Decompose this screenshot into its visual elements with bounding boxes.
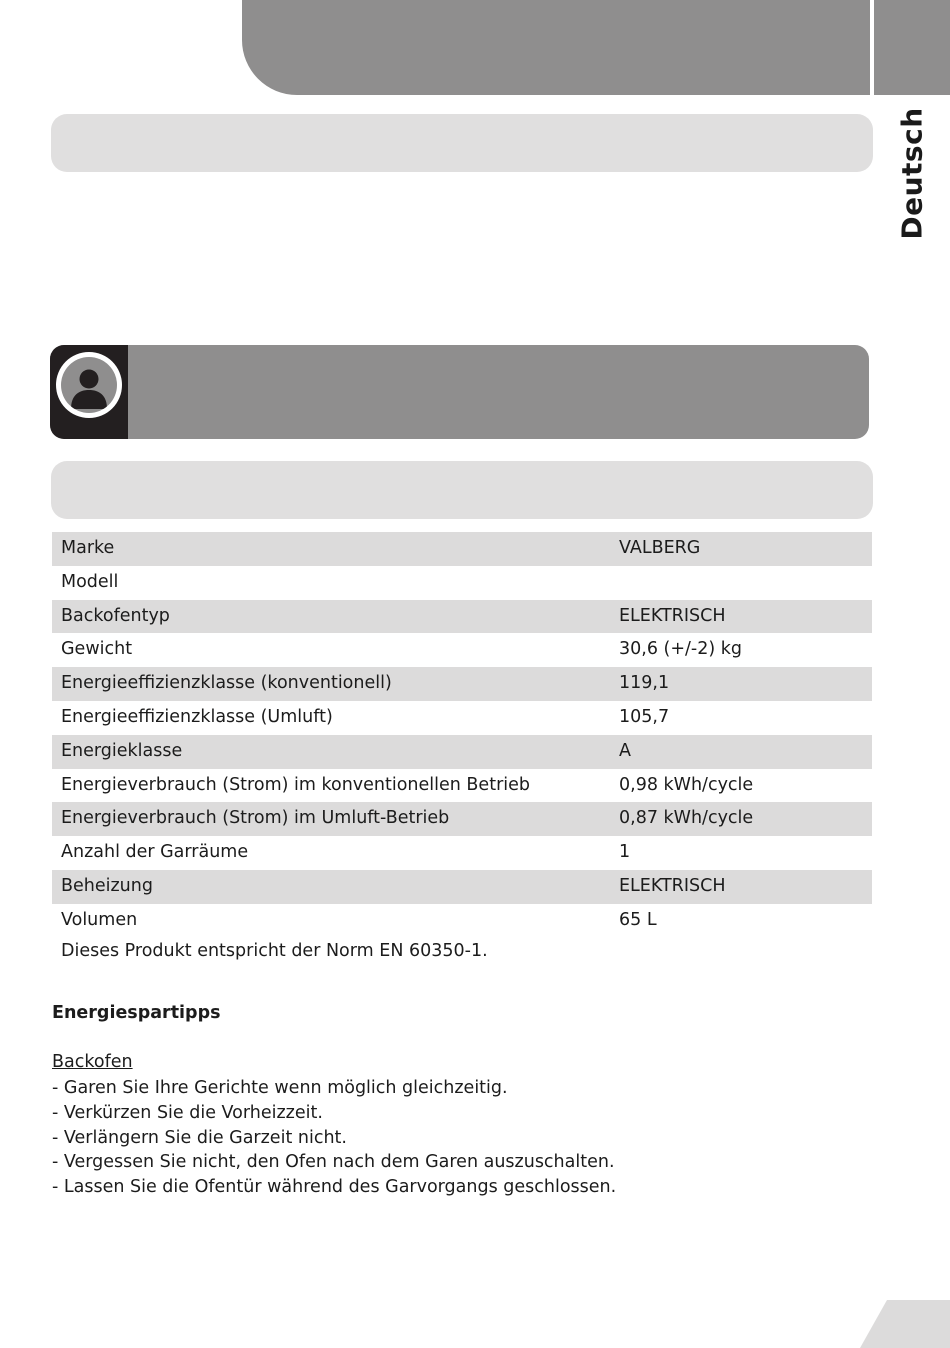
tip-item: - Lassen Sie die Ofentür während des Garvorgangs geschlossen.	[52, 1177, 617, 1198]
tip-item: - Verkürzen Sie die Vorheizzeit.	[52, 1102, 323, 1123]
table-cell-label: Marke	[61, 538, 115, 558]
table-cell-value: VALBERG	[619, 538, 701, 558]
table-row	[52, 836, 872, 870]
banner-icon-box	[50, 345, 128, 439]
tip-item: - Vergessen Sie nicht, den Ofen nach dem Garen auszuschalten.	[52, 1152, 615, 1173]
language-sidebar-label	[895, 108, 929, 238]
table-cell-label: Anzahl der Garräume	[61, 842, 249, 863]
table-cell-value: 119,1	[619, 673, 670, 694]
table-cell-value: A	[619, 740, 631, 761]
table-row	[52, 769, 872, 803]
subsection-title-bar	[51, 461, 873, 519]
top-corner-tab	[874, 0, 950, 95]
tips-heading: Energiespartipps	[52, 1003, 221, 1023]
top-header-bar	[242, 0, 870, 95]
tips-list	[52, 1076, 616, 1200]
table-row	[52, 566, 872, 600]
table-cell-label: Energieeffizienzklasse (Umluft)	[61, 707, 333, 727]
table-row	[52, 701, 872, 735]
table-cell-value: 1	[619, 842, 631, 863]
table-cell-label: Energieeffizienzklasse (konventionell)	[61, 673, 392, 694]
table-row	[52, 633, 872, 667]
tip-item: - Garen Sie Ihre Gerichte wenn möglich gleichzeitig.	[52, 1078, 508, 1098]
table-row	[52, 667, 872, 701]
specifications-table	[52, 532, 872, 938]
table-cell-label: Beheizung	[61, 876, 153, 896]
table-cell-value: 30,6 (+/-2) kg	[619, 639, 742, 660]
table-cell-label: Gewicht	[61, 639, 133, 660]
table-cell-value: 65 L	[619, 909, 657, 930]
table-cell-label: Backofentyp	[61, 605, 170, 626]
table-row	[52, 904, 872, 938]
tip-item: - Verlängern Sie die Garzeit nicht.	[52, 1127, 347, 1148]
table-row	[52, 735, 872, 769]
table-cell-value: ELEKTRISCH	[619, 876, 726, 896]
section-banner	[50, 345, 869, 439]
table-cell-value: 105,7	[619, 707, 670, 727]
avatar	[56, 352, 122, 418]
table-row	[52, 532, 872, 566]
table-cell-label: Energieverbrauch (Strom) im Umluft-Betrieb	[61, 808, 450, 829]
table-row	[52, 870, 872, 904]
table-row	[52, 802, 872, 836]
table-cell-value: 0,98 kWh/cycle	[619, 774, 754, 795]
page-number-tab	[860, 1300, 950, 1348]
section-title-bar	[51, 114, 873, 172]
table-cell-value: 0,87 kWh/cycle	[619, 808, 754, 829]
user-icon	[61, 357, 117, 413]
table-row	[52, 600, 872, 634]
norm-note: Dieses Produkt entspricht der Norm EN 60350-1.	[61, 941, 488, 961]
language-label-text: Deutsch	[895, 106, 929, 240]
table-cell-label: Volumen	[61, 909, 138, 930]
tips-subheading: Backofen	[52, 1052, 133, 1072]
table-cell-label: Energieklasse	[61, 740, 183, 761]
table-cell-label: Energieverbrauch (Strom) im konventionellen Betrieb	[61, 774, 530, 795]
table-cell-label: Modell	[61, 571, 119, 592]
table-cell-value: ELEKTRISCH	[619, 605, 726, 626]
